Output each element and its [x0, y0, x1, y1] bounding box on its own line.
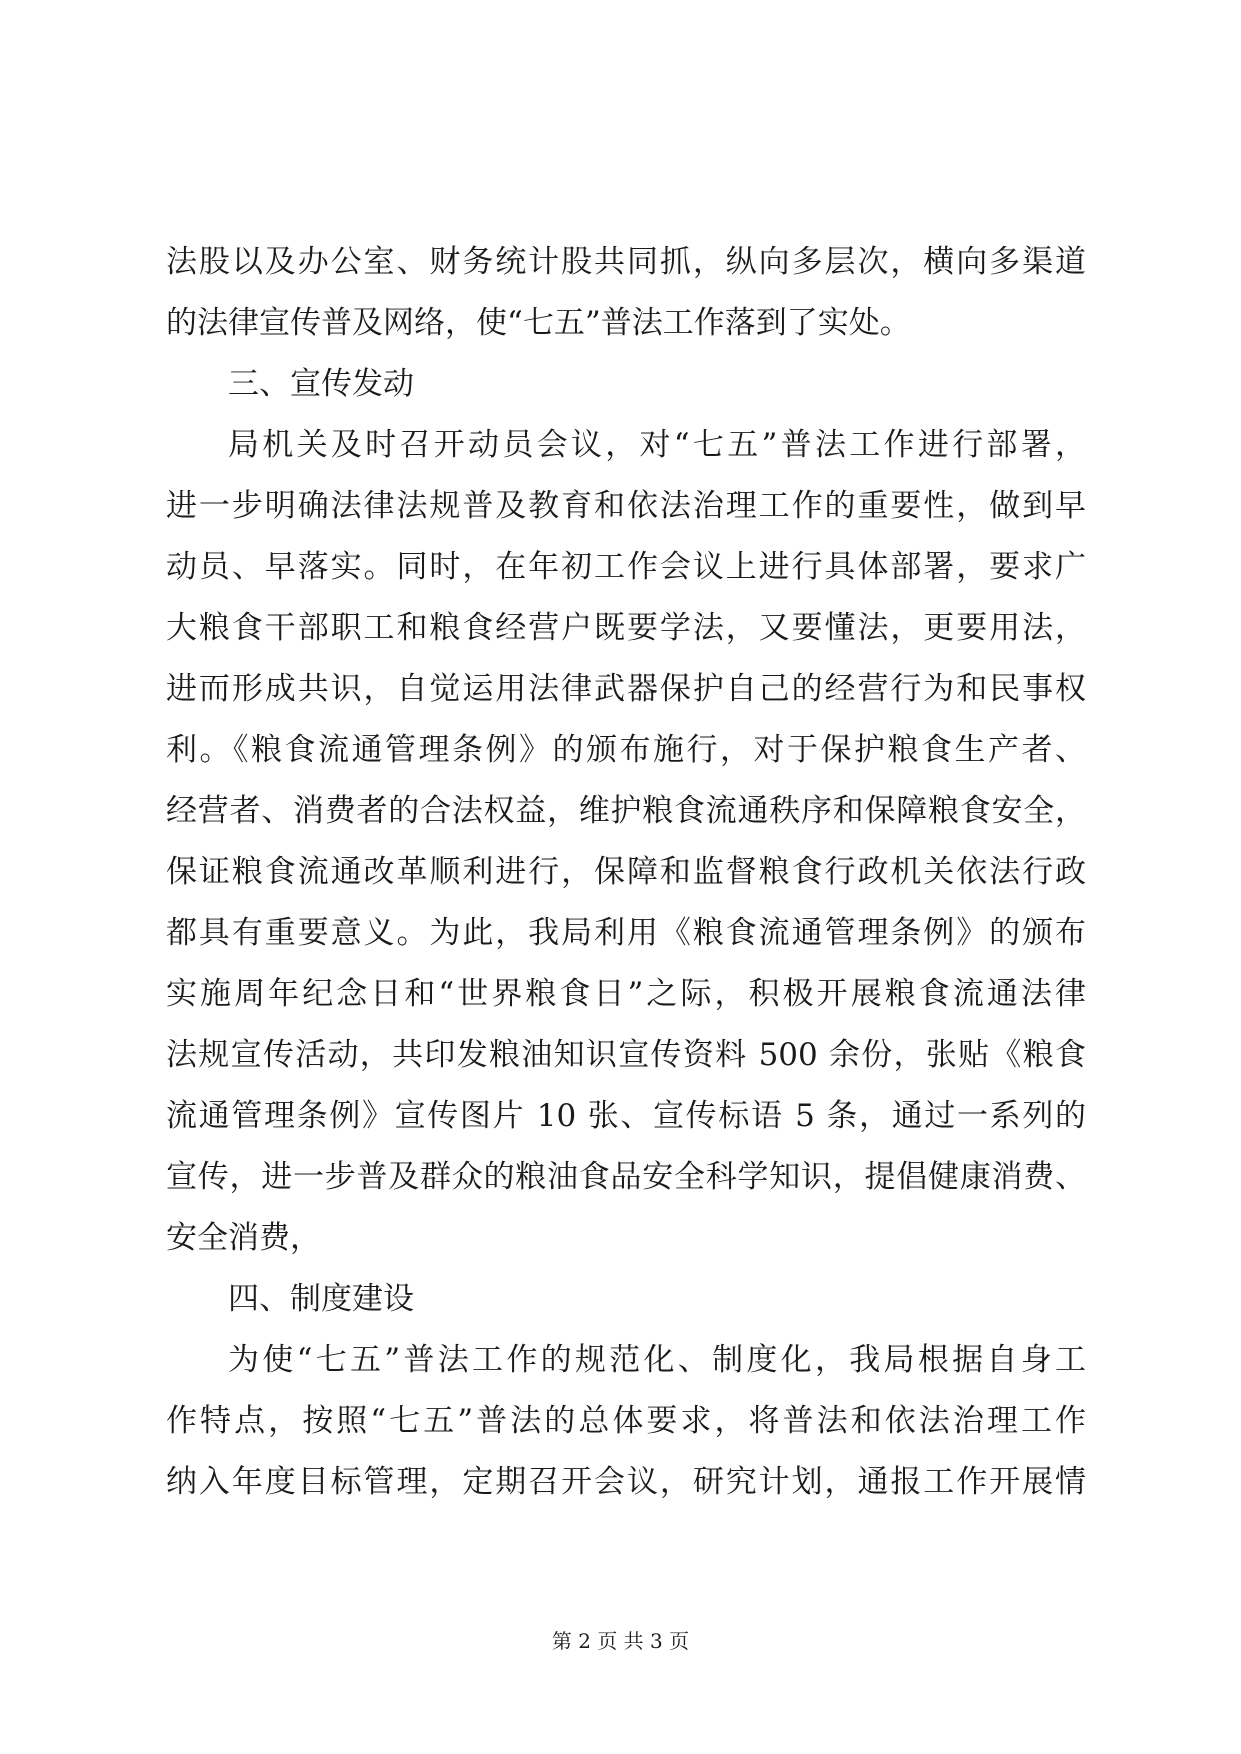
text-line: 宣传，进一步普及群众的粮油食品安全科学知识，提倡健康消费、 — [166, 1159, 1086, 1195]
text-line: 为使“七五”普法工作的规范化、制度化，我局根据自身工 — [228, 1342, 1086, 1378]
text-line: 安全消费， — [166, 1220, 321, 1256]
text-line: 经营者、消费者的合法权益，维护粮食流通秩序和保障粮食安全， — [166, 793, 1086, 829]
text-line: 纳入年度目标管理，定期召开会议，研究计划，通报工作开展情 — [166, 1464, 1086, 1500]
text-line: 都具有重要意义。为此，我局利用《粮食流通管理条例》的颁布 — [166, 915, 1086, 951]
text-line: 局机关及时召开动员会议，对“七五”普法工作进行部署， — [228, 427, 1086, 463]
section-heading: 三、宣传发动 — [228, 366, 414, 402]
section-heading: 四、制度建设 — [228, 1281, 414, 1317]
page-footer: 第 2 页 共 3 页 — [551, 1629, 690, 1653]
text-line: 法股以及办公室、财务统计股共同抓，纵向多层次，横向多渠道 — [166, 244, 1086, 280]
text-line: 保证粮食流通改革顺利进行，保障和监督粮食行政机关依法行政 — [166, 854, 1086, 890]
text-line: 流通管理条例》宣传图片 10 张、宣传标语 5 条，通过一系列的 — [166, 1098, 1086, 1134]
text-line: 作特点，按照“七五”普法的总体要求，将普法和依法治理工作 — [166, 1403, 1086, 1439]
text-line: 进一步明确法律法规普及教育和依法治理工作的重要性，做到早 — [166, 488, 1086, 524]
document-body — [166, 232, 1086, 1513]
text-line: 大粮食干部职工和粮食经营户既要学法，又要懂法，更要用法， — [166, 610, 1086, 646]
text-line: 的法律宣传普及网络，使“七五”普法工作落到了实处。 — [166, 305, 911, 341]
text-line: 利。《粮食流通管理条例》的颁布施行，对于保护粮食生产者、 — [166, 732, 1086, 768]
text-line: 动员、早落实。同时，在年初工作会议上进行具体部署，要求广 — [166, 549, 1086, 585]
text-line: 法规宣传活动，共印发粮油知识宣传资料 500 余份，张贴《粮食 — [166, 1037, 1086, 1073]
text-line: 实施周年纪念日和“世界粮食日”之际，积极开展粮食流通法律 — [166, 976, 1086, 1012]
text-line: 进而形成共识，自觉运用法律武器保护自己的经营行为和民事权 — [166, 671, 1086, 707]
